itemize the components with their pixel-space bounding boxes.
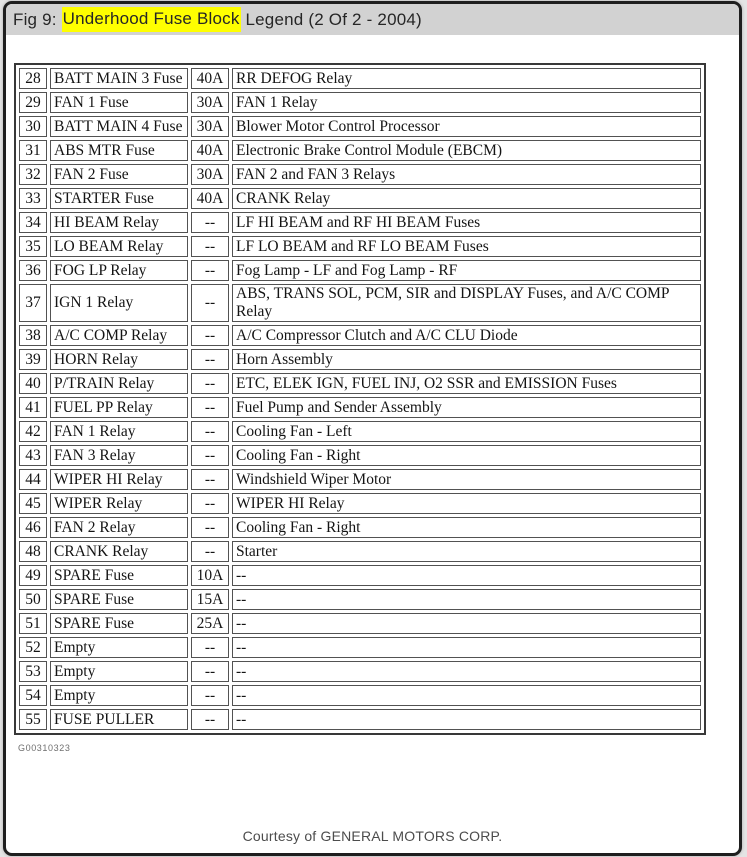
table-row — [19, 212, 701, 233]
cell-desc: Cooling Fan - Right — [232, 517, 701, 538]
cell-desc: A/C Compressor Clutch and A/C CLU Diode — [232, 325, 701, 346]
cell-amps: 10A — [191, 565, 229, 586]
cell-amps: -- — [191, 637, 229, 658]
cell-name: FAN 2 Relay — [50, 517, 188, 538]
cell-pos: 35 — [19, 236, 47, 257]
cell-pos: 41 — [19, 397, 47, 418]
cell-name: Empty — [50, 637, 188, 658]
table-row — [19, 116, 701, 137]
table-row — [19, 445, 701, 466]
cell-desc: Starter — [232, 541, 701, 562]
cell-pos: 40 — [19, 373, 47, 394]
cell-pos: 29 — [19, 92, 47, 113]
cell-amps: 40A — [191, 68, 229, 89]
cell-desc: ETC, ELEK IGN, FUEL INJ, O2 SSR and EMISSION Fuses — [232, 373, 701, 394]
table-row — [19, 565, 701, 586]
cell-desc: LF LO BEAM and RF LO BEAM Fuses — [232, 236, 701, 257]
cell-desc: LF HI BEAM and RF HI BEAM Fuses — [232, 212, 701, 233]
table-row — [19, 613, 701, 634]
cell-amps: -- — [191, 517, 229, 538]
cell-pos: 42 — [19, 421, 47, 442]
table-row — [19, 188, 701, 209]
cell-name: FOG LP Relay — [50, 260, 188, 281]
cell-pos: 44 — [19, 469, 47, 490]
cell-pos: 36 — [19, 260, 47, 281]
cell-name: WIPER Relay — [50, 493, 188, 514]
cell-desc: CRANK Relay — [232, 188, 701, 209]
cell-pos: 46 — [19, 517, 47, 538]
cell-amps: -- — [191, 397, 229, 418]
table-row — [19, 373, 701, 394]
fuse-legend-table — [14, 63, 706, 735]
cell-pos: 50 — [19, 589, 47, 610]
cell-amps: 30A — [191, 92, 229, 113]
figure-window — [3, 1, 742, 856]
table-row — [19, 661, 701, 682]
cell-pos: 37 — [19, 284, 47, 322]
cell-name: A/C COMP Relay — [50, 325, 188, 346]
figure-id-label: G00310323 — [18, 743, 71, 753]
figure-content — [6, 35, 739, 753]
cell-desc: Fog Lamp - LF and Fog Lamp - RF — [232, 260, 701, 281]
cell-name: SPARE Fuse — [50, 613, 188, 634]
cell-desc: Electronic Brake Control Module (EBCM) — [232, 140, 701, 161]
cell-desc: -- — [232, 661, 701, 682]
cell-desc: Cooling Fan - Left — [232, 421, 701, 442]
cell-desc: ABS, TRANS SOL, PCM, SIR and DISPLAY Fuses, and A/C COMP Relay — [232, 284, 701, 322]
cell-pos: 52 — [19, 637, 47, 658]
table-row — [19, 164, 701, 185]
table-row — [19, 260, 701, 281]
cell-amps: -- — [191, 325, 229, 346]
table-row — [19, 92, 701, 113]
cell-amps: -- — [191, 349, 229, 370]
cell-name: P/TRAIN Relay — [50, 373, 188, 394]
cell-name: Empty — [50, 661, 188, 682]
cell-amps: -- — [191, 709, 229, 730]
cell-amps: 30A — [191, 164, 229, 185]
cell-name: BATT MAIN 3 Fuse — [50, 68, 188, 89]
cell-pos: 48 — [19, 541, 47, 562]
cell-desc: Blower Motor Control Processor — [232, 116, 701, 137]
cell-pos: 54 — [19, 685, 47, 706]
cell-name: SPARE Fuse — [50, 589, 188, 610]
cell-desc: -- — [232, 709, 701, 730]
cell-pos: 28 — [19, 68, 47, 89]
cell-name: ABS MTR Fuse — [50, 140, 188, 161]
cell-desc: -- — [232, 589, 701, 610]
cell-pos: 33 — [19, 188, 47, 209]
cell-name: IGN 1 Relay — [50, 284, 188, 322]
cell-name: FAN 2 Fuse — [50, 164, 188, 185]
cell-amps: -- — [191, 284, 229, 322]
table-row — [19, 397, 701, 418]
cell-name: HORN Relay — [50, 349, 188, 370]
cell-pos: 43 — [19, 445, 47, 466]
cell-pos: 39 — [19, 349, 47, 370]
cell-pos: 32 — [19, 164, 47, 185]
table-row — [19, 493, 701, 514]
table-row — [19, 637, 701, 658]
cell-desc: Cooling Fan - Right — [232, 445, 701, 466]
cell-amps: -- — [191, 212, 229, 233]
cell-desc: FAN 1 Relay — [232, 92, 701, 113]
table-row — [19, 236, 701, 257]
cell-name: STARTER Fuse — [50, 188, 188, 209]
cell-desc: WIPER HI Relay — [232, 493, 701, 514]
cell-desc: RR DEFOG Relay — [232, 68, 701, 89]
cell-desc: Windshield Wiper Motor — [232, 469, 701, 490]
table-row — [19, 685, 701, 706]
cell-name: FAN 3 Relay — [50, 445, 188, 466]
cell-name: BATT MAIN 4 Fuse — [50, 116, 188, 137]
cell-pos: 49 — [19, 565, 47, 586]
cell-amps: -- — [191, 445, 229, 466]
cell-pos: 31 — [19, 140, 47, 161]
cell-pos: 45 — [19, 493, 47, 514]
figure-caption-prefix: Fig 9: — [13, 9, 62, 29]
cell-desc: Fuel Pump and Sender Assembly — [232, 397, 701, 418]
cell-name: Empty — [50, 685, 188, 706]
courtesy-line: Courtesy of GENERAL MOTORS CORP. — [242, 828, 503, 844]
cell-name: FUEL PP Relay — [50, 397, 188, 418]
cell-amps: -- — [191, 373, 229, 394]
cell-pos: 34 — [19, 212, 47, 233]
table-row — [19, 349, 701, 370]
cell-amps: -- — [191, 541, 229, 562]
cell-name: CRANK Relay — [50, 541, 188, 562]
cell-name: WIPER HI Relay — [50, 469, 188, 490]
cell-amps: -- — [191, 493, 229, 514]
cell-amps: -- — [191, 685, 229, 706]
table-row — [19, 517, 701, 538]
cell-amps: 25A — [191, 613, 229, 634]
figure-caption-suffix: Legend (2 Of 2 - 2004) — [240, 9, 422, 29]
table-row — [19, 421, 701, 442]
cell-amps: 15A — [191, 589, 229, 610]
table-row — [19, 325, 701, 346]
cell-name: HI BEAM Relay — [50, 212, 188, 233]
cell-name: FAN 1 Fuse — [50, 92, 188, 113]
cell-desc: FAN 2 and FAN 3 Relays — [232, 164, 701, 185]
cell-name: LO BEAM Relay — [50, 236, 188, 257]
table-row — [19, 589, 701, 610]
cell-pos: 53 — [19, 661, 47, 682]
table-row — [19, 541, 701, 562]
cell-amps: -- — [191, 236, 229, 257]
cell-desc: -- — [232, 637, 701, 658]
table-row — [19, 140, 701, 161]
cell-desc: -- — [232, 565, 701, 586]
cell-amps: 40A — [191, 188, 229, 209]
cell-name: FUSE PULLER — [50, 709, 188, 730]
cell-amps: 30A — [191, 116, 229, 137]
table-row — [19, 709, 701, 730]
cell-amps: -- — [191, 260, 229, 281]
cell-amps: -- — [191, 421, 229, 442]
cell-desc: Horn Assembly — [232, 349, 701, 370]
cell-pos: 38 — [19, 325, 47, 346]
cell-amps: 40A — [191, 140, 229, 161]
cell-amps: -- — [191, 661, 229, 682]
cell-desc: -- — [232, 685, 701, 706]
table-row — [19, 284, 701, 322]
cell-name: FAN 1 Relay — [50, 421, 188, 442]
cell-name: SPARE Fuse — [50, 565, 188, 586]
cell-pos: 55 — [19, 709, 47, 730]
cell-desc: -- — [232, 613, 701, 634]
figure-caption-highlight: Underhood Fuse Block — [62, 7, 241, 32]
cell-pos: 51 — [19, 613, 47, 634]
table-row — [19, 469, 701, 490]
cell-amps: -- — [191, 469, 229, 490]
table-row — [19, 68, 701, 89]
cell-pos: 30 — [19, 116, 47, 137]
figure-caption-bar — [6, 4, 739, 35]
